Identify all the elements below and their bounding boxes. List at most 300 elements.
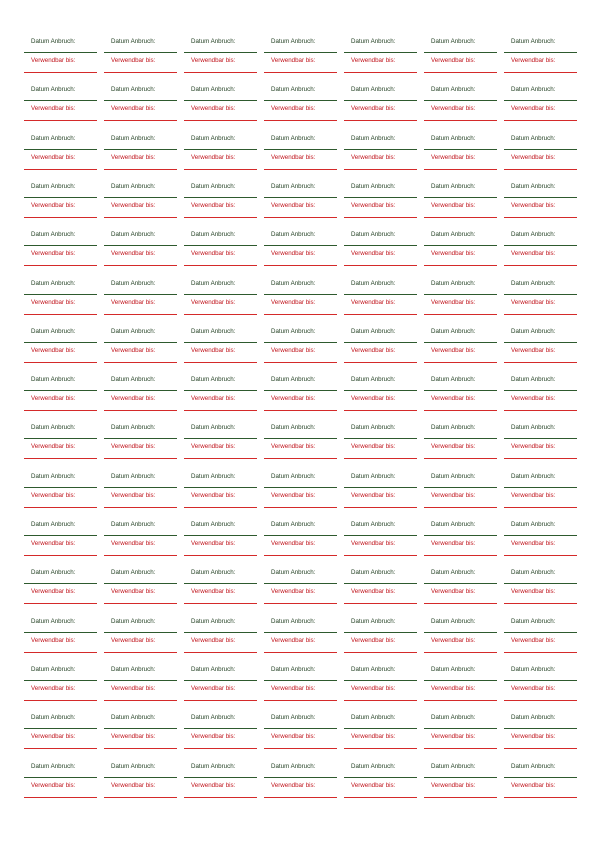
- opened-date-label: Datum Anbruch:: [271, 327, 316, 335]
- opened-date-line: [264, 632, 337, 633]
- usable-until-line: [184, 72, 257, 73]
- usable-until-label: Verwendbar bis:: [111, 346, 156, 354]
- opened-date-line: [264, 342, 337, 343]
- usable-until-label: Verwendbar bis:: [511, 201, 556, 209]
- usable-until-label: Verwendbar bis:: [431, 781, 476, 789]
- opened-date-line: [424, 245, 497, 246]
- usable-until-line: [24, 652, 97, 653]
- usable-until-line: [184, 797, 257, 798]
- storage-label: [104, 618, 177, 662]
- opened-date-label: Datum Anbruch:: [511, 38, 556, 45]
- opened-date-label: Datum Anbruch:: [431, 424, 476, 432]
- opened-date-label: Datum Anbruch:: [511, 86, 556, 94]
- storage-label: [504, 328, 577, 372]
- opened-date-label: Datum Anbruch:: [31, 134, 76, 142]
- usable-until-label: Verwendbar bis:: [511, 781, 556, 789]
- opened-date-line: [104, 777, 177, 778]
- storage-label: [424, 328, 497, 372]
- usable-until-line: [264, 555, 337, 556]
- usable-until-line: [424, 652, 497, 653]
- usable-until-label: Verwendbar bis:: [191, 346, 236, 354]
- usable-until-label: Verwendbar bis:: [191, 588, 236, 596]
- usable-until-line: [344, 217, 417, 218]
- opened-date-label: Datum Anbruch:: [511, 762, 556, 770]
- usable-until-label: Verwendbar bis:: [351, 733, 396, 741]
- opened-date-line: [24, 535, 97, 536]
- usable-until-line: [104, 603, 177, 604]
- opened-date-label: Datum Anbruch:: [31, 424, 76, 432]
- storage-label: [24, 666, 97, 710]
- usable-until-line: [264, 458, 337, 459]
- opened-date-line: [24, 728, 97, 729]
- storage-label: [344, 666, 417, 710]
- usable-until-label: Verwendbar bis:: [191, 105, 236, 113]
- opened-date-label: Datum Anbruch:: [111, 279, 156, 287]
- usable-until-label: Verwendbar bis:: [351, 250, 396, 258]
- storage-label: [264, 135, 337, 179]
- storage-label: [504, 714, 577, 758]
- opened-date-label: Datum Anbruch:: [271, 182, 316, 190]
- usable-until-line: [264, 507, 337, 508]
- storage-label: [24, 521, 97, 565]
- opened-date-line: [424, 438, 497, 439]
- usable-until-line: [504, 458, 577, 459]
- usable-until-line: [184, 652, 257, 653]
- usable-until-line: [184, 217, 257, 218]
- opened-date-line: [344, 197, 417, 198]
- opened-date-label: Datum Anbruch:: [111, 38, 156, 45]
- usable-until-line: [24, 72, 97, 73]
- opened-date-line: [504, 52, 577, 53]
- usable-until-line: [104, 458, 177, 459]
- usable-until-line: [344, 700, 417, 701]
- usable-until-label: Verwendbar bis:: [271, 491, 316, 499]
- opened-date-line: [104, 680, 177, 681]
- usable-until-label: Verwendbar bis:: [511, 540, 556, 547]
- storage-label: [184, 280, 257, 324]
- usable-until-label: Verwendbar bis:: [351, 443, 396, 451]
- usable-until-line: [24, 410, 97, 411]
- usable-until-line: [104, 72, 177, 73]
- opened-date-label: Datum Anbruch:: [431, 86, 476, 94]
- opened-date-line: [344, 342, 417, 343]
- storage-label: [184, 714, 257, 758]
- opened-date-label: Datum Anbruch:: [351, 376, 396, 384]
- usable-until-label: Verwendbar bis:: [111, 684, 156, 692]
- usable-until-line: [24, 217, 97, 218]
- opened-date-line: [104, 197, 177, 198]
- usable-until-label: Verwendbar bis:: [431, 298, 476, 306]
- usable-until-label: Verwendbar bis:: [431, 105, 476, 113]
- opened-date-line: [184, 438, 257, 439]
- storage-label: [344, 473, 417, 517]
- opened-date-label: Datum Anbruch:: [191, 376, 236, 384]
- opened-date-label: Datum Anbruch:: [191, 134, 236, 142]
- opened-date-line: [424, 728, 497, 729]
- opened-date-line: [344, 728, 417, 729]
- usable-until-line: [184, 555, 257, 556]
- storage-label: [424, 424, 497, 468]
- usable-until-label: Verwendbar bis:: [191, 733, 236, 741]
- storage-label: [344, 280, 417, 324]
- usable-until-label: Verwendbar bis:: [111, 298, 156, 306]
- opened-date-label: Datum Anbruch:: [191, 279, 236, 287]
- usable-until-label: Verwendbar bis:: [31, 781, 76, 789]
- storage-label: [184, 135, 257, 179]
- opened-date-line: [264, 149, 337, 150]
- usable-until-line: [424, 314, 497, 315]
- opened-date-line: [184, 342, 257, 343]
- storage-label: [344, 424, 417, 468]
- usable-until-label: Verwendbar bis:: [511, 491, 556, 499]
- storage-label: [104, 569, 177, 613]
- usable-until-label: Verwendbar bis:: [31, 588, 76, 596]
- usable-until-line: [424, 797, 497, 798]
- storage-label: [504, 376, 577, 420]
- storage-label: [424, 183, 497, 227]
- usable-until-label: Verwendbar bis:: [111, 588, 156, 596]
- usable-until-line: [424, 603, 497, 604]
- usable-until-label: Verwendbar bis:: [511, 105, 556, 113]
- usable-until-label: Verwendbar bis:: [191, 298, 236, 306]
- storage-label: [104, 424, 177, 468]
- opened-date-line: [184, 100, 257, 101]
- opened-date-line: [504, 777, 577, 778]
- storage-label: [264, 424, 337, 468]
- opened-date-label: Datum Anbruch:: [111, 714, 156, 722]
- usable-until-line: [104, 555, 177, 556]
- opened-date-line: [424, 149, 497, 150]
- storage-label: [24, 569, 97, 613]
- opened-date-line: [104, 632, 177, 633]
- storage-label: [424, 666, 497, 710]
- opened-date-line: [424, 777, 497, 778]
- usable-until-line: [264, 265, 337, 266]
- usable-until-label: Verwendbar bis:: [511, 443, 556, 451]
- opened-date-label: Datum Anbruch:: [351, 714, 396, 722]
- opened-date-line: [424, 487, 497, 488]
- storage-label: [104, 714, 177, 758]
- opened-date-label: Datum Anbruch:: [111, 86, 156, 94]
- usable-until-line: [264, 410, 337, 411]
- usable-until-line: [264, 169, 337, 170]
- usable-until-label: Verwendbar bis:: [31, 298, 76, 306]
- storage-label: [344, 618, 417, 662]
- usable-until-label: Verwendbar bis:: [31, 395, 76, 403]
- opened-date-label: Datum Anbruch:: [511, 714, 556, 722]
- usable-until-label: Verwendbar bis:: [31, 636, 76, 644]
- storage-label: [184, 376, 257, 420]
- usable-until-line: [504, 748, 577, 749]
- opened-date-line: [104, 52, 177, 53]
- usable-until-line: [504, 120, 577, 121]
- opened-date-label: Datum Anbruch:: [271, 762, 316, 770]
- opened-date-label: Datum Anbruch:: [431, 376, 476, 384]
- opened-date-label: Datum Anbruch:: [431, 38, 476, 45]
- usable-until-line: [424, 169, 497, 170]
- usable-until-line: [504, 362, 577, 363]
- usable-until-label: Verwendbar bis:: [271, 395, 316, 403]
- usable-until-label: Verwendbar bis:: [191, 443, 236, 451]
- opened-date-label: Datum Anbruch:: [111, 327, 156, 335]
- usable-until-label: Verwendbar bis:: [111, 540, 156, 547]
- usable-until-label: Verwendbar bis:: [271, 781, 316, 789]
- usable-until-label: Verwendbar bis:: [271, 443, 316, 451]
- opened-date-label: Datum Anbruch:: [271, 231, 316, 239]
- storage-label: [504, 424, 577, 468]
- usable-until-line: [504, 217, 577, 218]
- opened-date-line: [344, 438, 417, 439]
- storage-label: [104, 376, 177, 420]
- opened-date-line: [504, 583, 577, 584]
- usable-until-label: Verwendbar bis:: [271, 298, 316, 306]
- storage-label: [344, 135, 417, 179]
- usable-until-label: Verwendbar bis:: [431, 684, 476, 692]
- usable-until-line: [104, 169, 177, 170]
- usable-until-label: Verwendbar bis:: [431, 153, 476, 161]
- usable-until-line: [24, 265, 97, 266]
- usable-until-label: Verwendbar bis:: [431, 443, 476, 451]
- usable-until-label: Verwendbar bis:: [351, 57, 396, 64]
- storage-label: [264, 280, 337, 324]
- usable-until-line: [104, 265, 177, 266]
- opened-date-label: Datum Anbruch:: [191, 472, 236, 480]
- opened-date-label: Datum Anbruch:: [431, 231, 476, 239]
- usable-until-label: Verwendbar bis:: [351, 395, 396, 403]
- opened-date-line: [184, 535, 257, 536]
- storage-label: [184, 231, 257, 275]
- opened-date-label: Datum Anbruch:: [271, 714, 316, 722]
- storage-label: [264, 763, 337, 807]
- opened-date-line: [504, 197, 577, 198]
- opened-date-line: [184, 294, 257, 295]
- usable-until-label: Verwendbar bis:: [511, 395, 556, 403]
- usable-until-line: [424, 72, 497, 73]
- opened-date-line: [184, 52, 257, 53]
- storage-label: [104, 231, 177, 275]
- usable-until-label: Verwendbar bis:: [431, 395, 476, 403]
- opened-date-line: [424, 632, 497, 633]
- opened-date-line: [504, 728, 577, 729]
- usable-until-label: Verwendbar bis:: [191, 491, 236, 499]
- usable-until-label: Verwendbar bis:: [431, 733, 476, 741]
- usable-until-line: [264, 700, 337, 701]
- opened-date-label: Datum Anbruch:: [271, 134, 316, 142]
- opened-date-line: [104, 149, 177, 150]
- usable-until-line: [504, 507, 577, 508]
- opened-date-line: [184, 583, 257, 584]
- opened-date-label: Datum Anbruch:: [111, 665, 156, 673]
- storage-label: [24, 86, 97, 130]
- opened-date-label: Datum Anbruch:: [511, 665, 556, 673]
- opened-date-line: [264, 535, 337, 536]
- storage-label: [24, 763, 97, 807]
- usable-until-line: [424, 700, 497, 701]
- usable-until-line: [504, 410, 577, 411]
- usable-until-label: Verwendbar bis:: [191, 781, 236, 789]
- opened-date-label: Datum Anbruch:: [31, 327, 76, 335]
- usable-until-label: Verwendbar bis:: [271, 105, 316, 113]
- usable-until-line: [184, 362, 257, 363]
- usable-until-label: Verwendbar bis:: [271, 733, 316, 741]
- storage-label: [424, 135, 497, 179]
- storage-label: [184, 86, 257, 130]
- opened-date-label: Datum Anbruch:: [271, 38, 316, 45]
- opened-date-label: Datum Anbruch:: [111, 376, 156, 384]
- opened-date-line: [24, 680, 97, 681]
- opened-date-line: [104, 294, 177, 295]
- storage-label: [504, 38, 577, 82]
- usable-until-label: Verwendbar bis:: [111, 201, 156, 209]
- opened-date-label: Datum Anbruch:: [31, 617, 76, 625]
- opened-date-line: [24, 438, 97, 439]
- opened-date-line: [104, 583, 177, 584]
- usable-until-line: [344, 797, 417, 798]
- usable-until-label: Verwendbar bis:: [271, 250, 316, 258]
- usable-until-label: Verwendbar bis:: [351, 540, 396, 547]
- usable-until-label: Verwendbar bis:: [191, 250, 236, 258]
- usable-until-line: [184, 120, 257, 121]
- opened-date-label: Datum Anbruch:: [511, 569, 556, 577]
- usable-until-label: Verwendbar bis:: [511, 588, 556, 596]
- usable-until-label: Verwendbar bis:: [111, 491, 156, 499]
- usable-until-label: Verwendbar bis:: [271, 684, 316, 692]
- storage-label: [424, 86, 497, 130]
- opened-date-label: Datum Anbruch:: [191, 231, 236, 239]
- storage-label: [24, 328, 97, 372]
- usable-until-label: Verwendbar bis:: [191, 684, 236, 692]
- opened-date-label: Datum Anbruch:: [191, 38, 236, 45]
- usable-until-line: [424, 410, 497, 411]
- usable-until-label: Verwendbar bis:: [31, 443, 76, 451]
- usable-until-label: Verwendbar bis:: [351, 105, 396, 113]
- storage-label: [424, 280, 497, 324]
- opened-date-line: [504, 149, 577, 150]
- opened-date-line: [264, 100, 337, 101]
- usable-until-label: Verwendbar bis:: [351, 636, 396, 644]
- usable-until-label: Verwendbar bis:: [431, 540, 476, 547]
- usable-until-line: [104, 652, 177, 653]
- usable-until-line: [184, 700, 257, 701]
- storage-label: [24, 473, 97, 517]
- usable-until-line: [104, 120, 177, 121]
- opened-date-label: Datum Anbruch:: [511, 521, 556, 528]
- opened-date-label: Datum Anbruch:: [511, 279, 556, 287]
- usable-until-line: [264, 217, 337, 218]
- usable-until-label: Verwendbar bis:: [31, 153, 76, 161]
- opened-date-line: [424, 342, 497, 343]
- opened-date-label: Datum Anbruch:: [511, 376, 556, 384]
- opened-date-line: [24, 487, 97, 488]
- usable-until-line: [344, 120, 417, 121]
- opened-date-line: [504, 632, 577, 633]
- usable-until-label: Verwendbar bis:: [511, 153, 556, 161]
- storage-label: [264, 231, 337, 275]
- opened-date-line: [344, 487, 417, 488]
- opened-date-line: [504, 535, 577, 536]
- usable-until-label: Verwendbar bis:: [31, 105, 76, 113]
- usable-until-line: [24, 797, 97, 798]
- usable-until-label: Verwendbar bis:: [31, 540, 76, 547]
- opened-date-line: [184, 390, 257, 391]
- usable-until-label: Verwendbar bis:: [31, 491, 76, 499]
- opened-date-line: [424, 52, 497, 53]
- usable-until-line: [424, 120, 497, 121]
- opened-date-label: Datum Anbruch:: [271, 279, 316, 287]
- usable-until-label: Verwendbar bis:: [351, 153, 396, 161]
- opened-date-label: Datum Anbruch:: [351, 279, 396, 287]
- opened-date-label: Datum Anbruch:: [431, 521, 476, 528]
- opened-date-label: Datum Anbruch:: [351, 617, 396, 625]
- opened-date-line: [104, 342, 177, 343]
- usable-until-label: Verwendbar bis:: [31, 201, 76, 209]
- opened-date-label: Datum Anbruch:: [351, 38, 396, 45]
- usable-until-label: Verwendbar bis:: [351, 781, 396, 789]
- opened-date-line: [264, 680, 337, 681]
- usable-until-line: [184, 410, 257, 411]
- opened-date-line: [24, 294, 97, 295]
- opened-date-line: [104, 487, 177, 488]
- usable-until-line: [344, 410, 417, 411]
- opened-date-label: Datum Anbruch:: [271, 521, 316, 528]
- storage-label: [104, 38, 177, 82]
- usable-until-line: [344, 507, 417, 508]
- usable-until-label: Verwendbar bis:: [191, 57, 236, 64]
- usable-until-line: [344, 555, 417, 556]
- opened-date-line: [24, 197, 97, 198]
- usable-until-line: [104, 507, 177, 508]
- storage-label: [264, 618, 337, 662]
- usable-until-label: Verwendbar bis:: [111, 443, 156, 451]
- usable-until-line: [264, 362, 337, 363]
- usable-until-label: Verwendbar bis:: [431, 57, 476, 64]
- storage-label: [24, 231, 97, 275]
- storage-label: [24, 280, 97, 324]
- usable-until-label: Verwendbar bis:: [271, 201, 316, 209]
- opened-date-label: Datum Anbruch:: [191, 327, 236, 335]
- usable-until-label: Verwendbar bis:: [111, 250, 156, 258]
- opened-date-label: Datum Anbruch:: [431, 327, 476, 335]
- storage-label: [264, 183, 337, 227]
- opened-date-label: Datum Anbruch:: [351, 472, 396, 480]
- storage-label: [504, 763, 577, 807]
- usable-until-label: Verwendbar bis:: [111, 153, 156, 161]
- opened-date-line: [264, 487, 337, 488]
- usable-until-line: [24, 120, 97, 121]
- usable-until-line: [504, 797, 577, 798]
- usable-until-line: [24, 169, 97, 170]
- opened-date-label: Datum Anbruch:: [111, 134, 156, 142]
- opened-date-line: [264, 583, 337, 584]
- opened-date-label: Datum Anbruch:: [511, 472, 556, 480]
- opened-date-label: Datum Anbruch:: [31, 38, 76, 45]
- opened-date-label: Datum Anbruch:: [271, 617, 316, 625]
- usable-until-line: [104, 217, 177, 218]
- storage-label: [344, 376, 417, 420]
- storage-label: [424, 231, 497, 275]
- opened-date-label: Datum Anbruch:: [511, 231, 556, 239]
- storage-label: [344, 86, 417, 130]
- usable-until-line: [184, 748, 257, 749]
- storage-label: [104, 183, 177, 227]
- opened-date-line: [344, 680, 417, 681]
- usable-until-line: [424, 507, 497, 508]
- opened-date-line: [344, 632, 417, 633]
- opened-date-label: Datum Anbruch:: [271, 424, 316, 432]
- storage-label: [504, 666, 577, 710]
- opened-date-label: Datum Anbruch:: [191, 182, 236, 190]
- usable-until-line: [504, 169, 577, 170]
